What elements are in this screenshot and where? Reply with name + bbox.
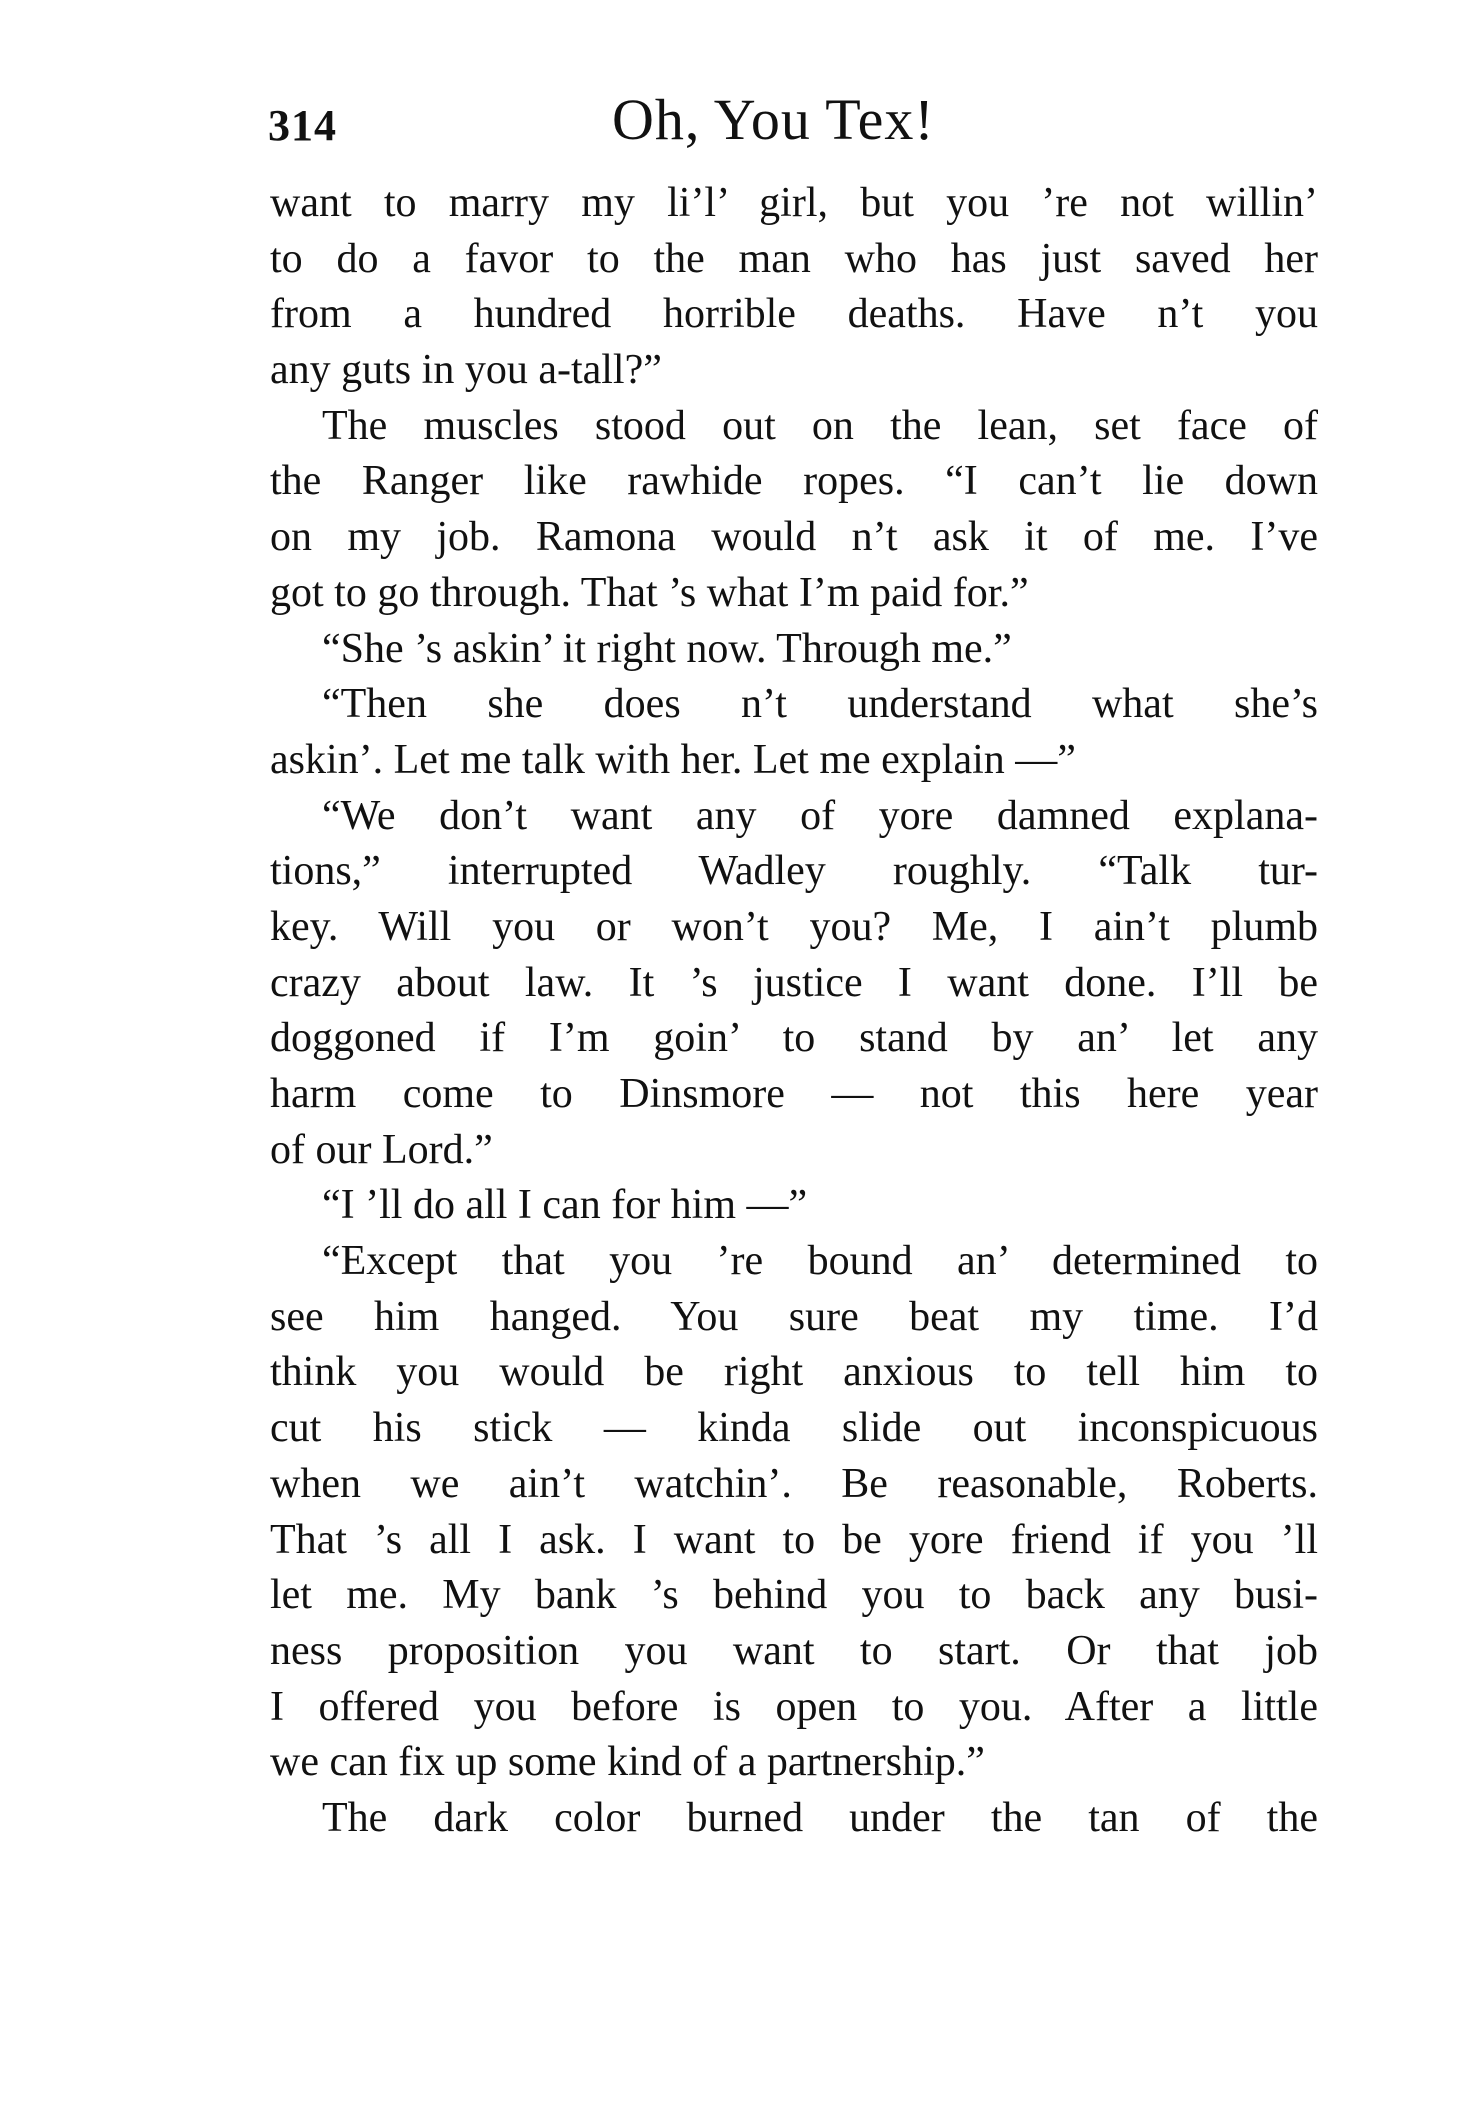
text-line: “Then she does n’t understand what she’s <box>322 681 1318 728</box>
page-header <box>268 86 1318 156</box>
text-line: think you would be right anxious to tell him to <box>270 1349 1318 1396</box>
text-line: key. Will you or won’t you? Me, I ain’t plumb <box>270 903 1318 950</box>
text-line: want to marry my li’l’ girl, but you ’re not willin’ <box>270 180 1318 226</box>
text-line: we can fix up some kind of a partnership.” <box>270 1739 985 1786</box>
text-line: “We don’t want any of yore damned explana- <box>322 792 1318 839</box>
text-line: ness proposition you want to start. Or that job <box>270 1627 1318 1674</box>
text-line: to do a favor to the man who has just saved her <box>270 235 1318 282</box>
text-line: The dark color burned under the tan of the <box>322 1794 1318 1841</box>
body-text <box>270 176 1318 1847</box>
text-line: I offered you before is open to you. After a little <box>270 1683 1318 1730</box>
running-title: Oh, You Tex! <box>612 87 935 152</box>
text-line: The muscles stood out on the lean, set face of <box>322 402 1318 449</box>
page-number: 314 <box>268 101 337 150</box>
text-line: cut his stick — kinda slide out inconspicuous <box>270 1405 1318 1452</box>
text-line: askin’. Let me talk with her. Let me explain —” <box>270 736 1076 783</box>
text-line: crazy about law. It ’s justice I want done. I’ll be <box>270 959 1318 1006</box>
text-line: the Ranger like rawhide ropes. “I can’t lie down <box>270 458 1318 505</box>
text-line: any guts in you a-tall?” <box>270 347 662 394</box>
text-line: let me. My bank ’s behind you to back any busi- <box>270 1572 1318 1619</box>
text-line: see him hanged. You sure beat my time. I’d <box>270 1293 1318 1340</box>
text-line: tions,” interrupted Wadley roughly. “Talk tur- <box>270 848 1318 895</box>
text-line: “I ’ll do all I can for him —” <box>322 1182 808 1229</box>
text-line: harm come to Dinsmore — not this here year <box>270 1071 1318 1117</box>
text-line: got to go through. That ’s what I’m paid for.” <box>270 569 1029 616</box>
text-line: doggoned if I’m goin’ to stand by an’ let any <box>270 1015 1318 1062</box>
text-line: That ’s all I ask. I want to be yore friend if you ’ll <box>270 1516 1318 1563</box>
text-line: “Except that you ’re bound an’ determined to <box>322 1238 1318 1285</box>
text-line: of our Lord.” <box>270 1126 493 1173</box>
text-line: when we ain’t watchin’. Be reasonable, Roberts. <box>270 1460 1318 1507</box>
text-line: from a hundred horrible deaths. Have n’t you <box>270 291 1318 338</box>
text-line: on my job. Ramona would n’t ask it of me. I’ve <box>270 514 1318 561</box>
text-line: “She ’s askin’ it right now. Through me.” <box>322 625 1012 672</box>
